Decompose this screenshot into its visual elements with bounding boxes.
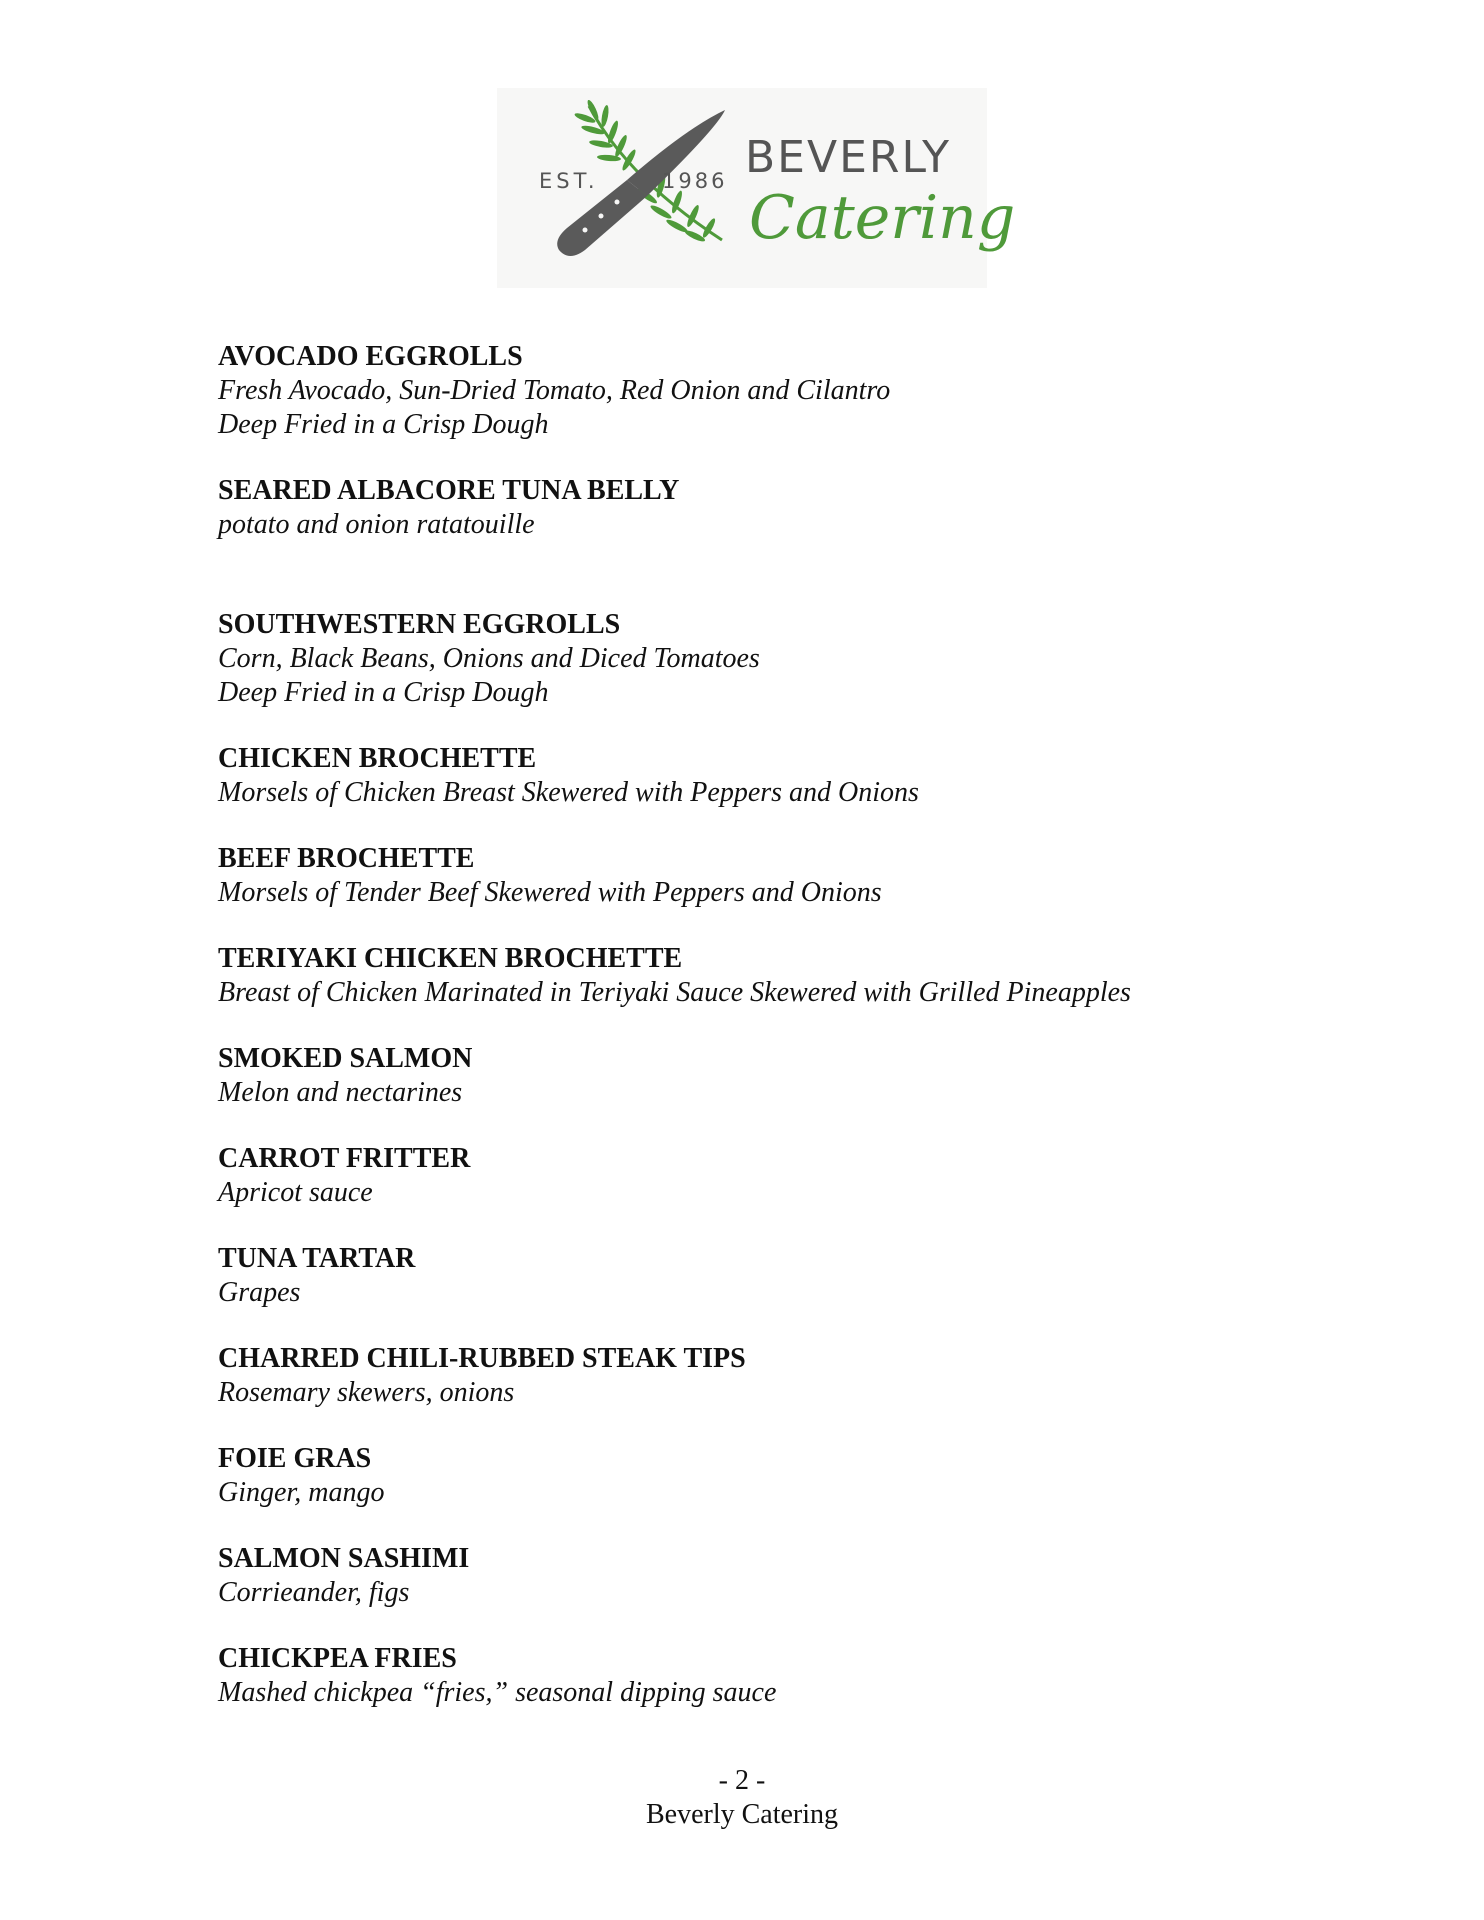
menu-item [218, 1642, 1318, 1710]
menu-item-description: Ginger, mango [218, 1477, 385, 1508]
menu-item-title: TUNA TARTAR [218, 1243, 416, 1274]
menu-item [218, 340, 1318, 442]
menu-item-description: Corrieander, figs [218, 1577, 410, 1608]
menu-item-title: CHARRED CHILI-RUBBED STEAK TIPS [218, 1343, 746, 1374]
menu-item [218, 942, 1318, 1010]
company-logo [497, 88, 1016, 288]
menu-item-title: CHICKPEA FRIES [218, 1643, 457, 1674]
menu-item-description: potato and onion ratatouille [218, 509, 535, 540]
menu-item-description: Fresh Avocado, Sun-Dried Tomato, Red Onion and Cilantro [218, 375, 891, 406]
menu-item [218, 1342, 1318, 1410]
menu-item-description: Morsels of Chicken Breast Skewered with Peppers and Onions [218, 777, 919, 808]
menu-item-title: AVOCADO EGGROLLS [218, 341, 523, 372]
menu-item-title: SMOKED SALMON [218, 1043, 473, 1074]
menu-item-title: TERIYAKI CHICKEN BROCHETTE [218, 943, 683, 974]
footer-company: Beverly Catering [645, 1799, 839, 1830]
menu-item-description: Apricot sauce [218, 1177, 373, 1208]
page-footer [0, 1764, 1484, 1832]
menu-item-description: Deep Fried in a Crisp Dough [218, 677, 549, 708]
menu-item-title: FOIE GRAS [218, 1443, 372, 1474]
menu-item-description: Morsels of Tender Beef Skewered with Peppers and Onions [218, 877, 882, 908]
menu-item-description: Grapes [218, 1277, 301, 1308]
menu-item [218, 742, 1318, 810]
menu-item-title: CHICKEN BROCHETTE [218, 743, 537, 774]
menu-item-title: SALMON SASHIMI [218, 1543, 470, 1574]
brand-script: Catering [749, 183, 1016, 253]
menu-item [218, 608, 1318, 710]
menu-item [218, 1242, 1318, 1310]
menu-item-title: SEARED ALBACORE TUNA BELLY [218, 475, 680, 506]
menu-item-title: BEEF BROCHETTE [218, 843, 475, 874]
menu-item-description: Mashed chickpea “fries,” seasonal dipping sauce [218, 1677, 777, 1708]
menu-item [218, 1142, 1318, 1210]
menu-item-title: SOUTHWESTERN EGGROLLS [218, 609, 621, 640]
menu-item-title: CARROT FRITTER [218, 1143, 471, 1174]
menu-item [218, 1442, 1318, 1510]
brand-name: BEVERLY [745, 132, 952, 183]
est-label: EST. [539, 169, 599, 193]
menu-list [218, 340, 1318, 1710]
menu-item [218, 842, 1318, 910]
year-label: 1986 [662, 169, 728, 193]
menu-item-description: Breast of Chicken Marinated in Teriyaki Sauce Skewered with Grilled Pineapples [218, 977, 1131, 1008]
menu-item [218, 474, 1318, 542]
menu-item-description: Deep Fried in a Crisp Dough [218, 409, 549, 440]
menu-item-description: Rosemary skewers, onions [218, 1377, 515, 1408]
knife-and-rosemary-icon [497, 88, 1016, 288]
menu-item [218, 1042, 1318, 1110]
menu-item [218, 1542, 1318, 1610]
page-number: - 2 - [718, 1765, 766, 1796]
menu-item-description: Melon and nectarines [218, 1077, 463, 1108]
menu-item-description: Corn, Black Beans, Onions and Diced Tomatoes [218, 643, 760, 674]
